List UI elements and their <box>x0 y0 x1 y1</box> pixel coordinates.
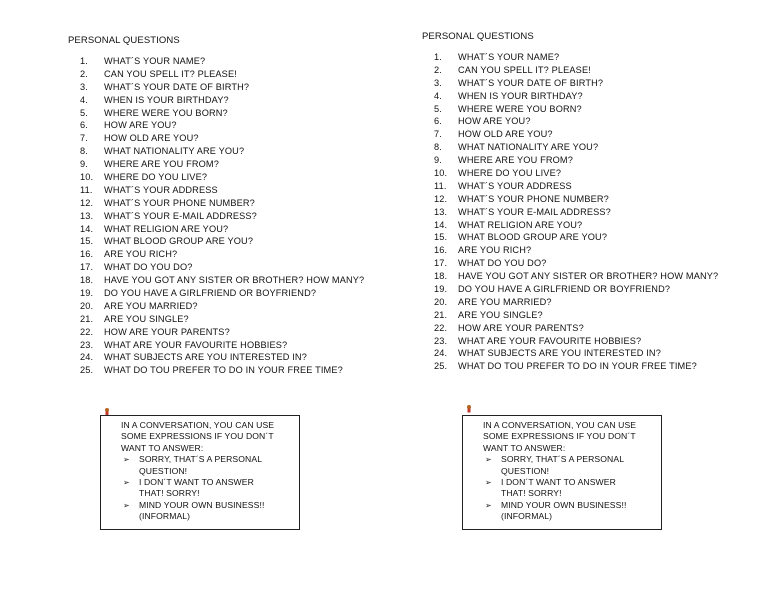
question-number: 24. <box>434 348 448 359</box>
question-number: 24. <box>80 352 94 363</box>
question-number: 7. <box>80 133 88 144</box>
question-number: 17. <box>80 262 94 273</box>
question-item <box>80 261 364 274</box>
expressions-list <box>121 454 293 522</box>
question-text: HOW ARE YOUR PARENTS? <box>104 326 230 337</box>
question-text: WHEN IS YOUR BIRTHDAY? <box>104 94 229 105</box>
question-text: HOW ARE YOU? <box>458 116 531 127</box>
question-item <box>80 119 364 132</box>
question-number: 23. <box>434 335 448 346</box>
question-text: WHAT´S YOUR ADDRESS <box>458 180 572 191</box>
question-number: 14. <box>80 223 94 234</box>
question-list <box>434 51 718 373</box>
question-text: WHAT NATIONALITY ARE YOU? <box>104 146 245 157</box>
question-number: 3. <box>80 81 88 92</box>
question-text: ARE YOU MARRIED? <box>104 300 198 311</box>
question-number: 15. <box>434 232 448 243</box>
question-text: WHAT´S YOUR PHONE NUMBER? <box>104 197 255 208</box>
question-list <box>80 55 364 377</box>
question-item <box>434 180 718 193</box>
question-text: HAVE YOU GOT ANY SISTER OR BROTHER? HOW MANY? <box>458 271 719 282</box>
question-number: 7. <box>434 129 442 140</box>
question-item <box>80 132 364 145</box>
question-number: 9. <box>434 155 442 166</box>
question-item <box>80 94 364 107</box>
question-number: 10. <box>434 168 448 179</box>
note-intro: IN A CONVERSATION, YOU CAN USE SOME EXPRESSIONS IF YOU DON´T WANT TO ANSWER: <box>483 420 637 453</box>
arrow-bullet-icon: ➢ <box>485 478 492 488</box>
question-number: 23. <box>80 339 94 350</box>
question-item <box>434 64 718 77</box>
question-item <box>434 360 718 373</box>
question-number: 13. <box>434 206 448 217</box>
question-item <box>434 347 718 360</box>
arrow-bullet-icon: ➢ <box>485 455 492 465</box>
question-item <box>434 283 718 296</box>
arrow-bullet-icon: ➢ <box>123 455 130 465</box>
question-item <box>434 51 718 64</box>
question-text: HOW ARE YOU? <box>104 120 177 131</box>
question-number: 19. <box>434 284 448 295</box>
question-number: 4. <box>80 94 88 105</box>
question-item <box>434 115 718 128</box>
question-number: 14. <box>434 219 448 230</box>
expression-text: SORRY, THAT´S A PERSONAL QUESTION! <box>139 454 262 476</box>
expression-text: MIND YOUR OWN BUSINESS!! (INFORMAL) <box>139 499 265 522</box>
question-text: WHAT DO YOU DO? <box>104 262 193 273</box>
question-number: 2. <box>434 64 442 75</box>
question-text: WHAT SUBJECTS ARE YOU INTERESTED IN? <box>104 352 307 363</box>
question-text: WHAT DO YOU DO? <box>458 258 547 269</box>
pin-icon <box>466 405 472 413</box>
question-item <box>80 313 364 326</box>
question-text: CAN YOU SPELL IT? PLEASE! <box>104 68 237 79</box>
question-item <box>434 77 718 90</box>
question-text: HOW OLD ARE YOU? <box>104 133 199 144</box>
question-text: WHAT´S YOUR DATE OF BIRTH? <box>104 81 250 92</box>
question-item <box>80 300 364 313</box>
question-item <box>80 326 364 339</box>
question-text: WHERE WERE YOU BORN? <box>104 107 228 118</box>
question-text: WHAT´S YOUR NAME? <box>458 52 560 62</box>
expression-item <box>483 454 655 477</box>
expressions-list <box>483 454 655 522</box>
question-number: 8. <box>434 142 442 153</box>
question-item <box>434 141 718 154</box>
question-item <box>434 257 718 270</box>
question-item <box>434 244 718 257</box>
question-number: 6. <box>434 116 442 127</box>
question-item <box>80 339 364 352</box>
question-number: 12. <box>434 193 448 204</box>
question-number: 11. <box>434 180 447 191</box>
question-item <box>80 171 364 184</box>
question-number: 22. <box>80 326 94 337</box>
question-number: 8. <box>80 146 88 157</box>
arrow-bullet-icon: ➢ <box>123 500 130 510</box>
worksheet-left <box>0 0 370 594</box>
question-number: 25. <box>80 365 94 376</box>
question-item <box>80 184 364 197</box>
worksheet-title: PERSONAL QUESTIONS <box>68 35 180 46</box>
question-text: WHAT RELIGION ARE YOU? <box>104 223 229 234</box>
expressions-note-box <box>100 415 300 530</box>
question-number: 18. <box>80 275 94 286</box>
question-number: 1. <box>80 56 88 66</box>
question-item <box>80 351 364 364</box>
question-number: 9. <box>80 159 88 170</box>
expression-text: I DON´T WANT TO ANSWER THAT! SORRY! <box>501 477 616 499</box>
question-text: WHEN IS YOUR BIRTHDAY? <box>458 90 583 101</box>
question-text: HOW ARE YOUR PARENTS? <box>458 322 584 333</box>
question-item <box>80 210 364 223</box>
question-text: WHAT DO TOU PREFER TO DO IN YOUR FREE TIME? <box>104 365 343 376</box>
question-text: WHAT´S YOUR NAME? <box>104 56 206 66</box>
question-item <box>80 145 364 158</box>
question-number: 3. <box>434 77 442 88</box>
expression-text: MIND YOUR OWN BUSINESS!! (INFORMAL) <box>501 499 627 522</box>
question-number: 11. <box>80 184 93 195</box>
question-item <box>434 90 718 103</box>
question-item <box>80 158 364 171</box>
question-text: WHAT ARE YOUR FAVOURITE HOBBIES? <box>458 335 642 346</box>
question-text: WHAT´S YOUR E-MAIL ADDRESS? <box>104 210 257 221</box>
question-item <box>80 223 364 236</box>
question-item <box>434 219 718 232</box>
arrow-bullet-icon: ➢ <box>485 500 492 510</box>
question-text: WHAT´S YOUR DATE OF BIRTH? <box>458 77 604 88</box>
question-item <box>434 193 718 206</box>
question-text: WHAT´S YOUR PHONE NUMBER? <box>458 193 609 204</box>
question-number: 2. <box>80 68 88 79</box>
question-item <box>80 81 364 94</box>
question-item <box>434 154 718 167</box>
question-text: DO YOU HAVE A GIRLFRIEND OR BOYFRIEND? <box>104 288 317 299</box>
question-text: ARE YOU SINGLE? <box>458 309 543 320</box>
question-text: WHAT´S YOUR ADDRESS <box>104 184 218 195</box>
question-number: 1. <box>434 52 442 62</box>
question-number: 25. <box>434 361 448 372</box>
question-item <box>80 55 364 68</box>
question-number: 4. <box>434 90 442 101</box>
question-number: 19. <box>80 288 94 299</box>
question-item <box>434 103 718 116</box>
question-item <box>80 364 364 377</box>
question-number: 21. <box>434 309 448 320</box>
question-number: 21. <box>80 313 94 324</box>
expression-text: SORRY, THAT´S A PERSONAL QUESTION! <box>501 454 624 476</box>
question-text: WHAT NATIONALITY ARE YOU? <box>458 142 599 153</box>
question-number: 20. <box>80 300 94 311</box>
question-number: 12. <box>80 197 94 208</box>
question-item <box>434 335 718 348</box>
worksheet-right <box>384 0 754 594</box>
question-text: WHERE DO YOU LIVE? <box>458 168 562 179</box>
question-item <box>434 128 718 141</box>
note-intro: IN A CONVERSATION, YOU CAN USE SOME EXPRESSIONS IF YOU DON´T WANT TO ANSWER: <box>121 420 275 453</box>
question-item <box>434 206 718 219</box>
question-number: 17. <box>434 258 448 269</box>
question-item <box>434 309 718 322</box>
question-number: 5. <box>434 103 442 114</box>
question-number: 15. <box>80 236 94 247</box>
question-item <box>80 287 364 300</box>
question-text: CAN YOU SPELL IT? PLEASE! <box>458 64 591 75</box>
question-text: WHAT DO TOU PREFER TO DO IN YOUR FREE TIME? <box>458 361 697 372</box>
question-item <box>434 167 718 180</box>
question-number: 5. <box>80 107 88 118</box>
question-text: WHERE ARE YOU FROM? <box>458 155 573 166</box>
question-number: 10. <box>80 172 94 183</box>
expression-item <box>121 454 293 477</box>
question-number: 18. <box>434 271 448 282</box>
question-number: 16. <box>434 245 448 256</box>
expressions-note-box <box>462 415 662 530</box>
question-text: HOW OLD ARE YOU? <box>458 129 553 140</box>
question-text: ARE YOU MARRIED? <box>458 296 552 307</box>
question-text: WHAT RELIGION ARE YOU? <box>458 219 583 230</box>
expression-item <box>121 477 293 500</box>
question-item <box>434 322 718 335</box>
question-number: 6. <box>80 120 88 131</box>
question-text: WHERE DO YOU LIVE? <box>104 172 208 183</box>
question-item <box>434 270 718 283</box>
question-item <box>80 107 364 120</box>
question-item <box>80 197 364 210</box>
expression-item <box>483 500 655 523</box>
question-number: 13. <box>80 210 94 221</box>
question-text: WHAT BLOOD GROUP ARE YOU? <box>104 236 254 247</box>
question-text: WHAT SUBJECTS ARE YOU INTERESTED IN? <box>458 348 661 359</box>
arrow-bullet-icon: ➢ <box>123 478 130 488</box>
question-item <box>80 68 364 81</box>
question-item <box>80 235 364 248</box>
question-number: 16. <box>80 249 94 260</box>
question-item <box>434 231 718 244</box>
question-text: WHERE ARE YOU FROM? <box>104 159 219 170</box>
question-text: HAVE YOU GOT ANY SISTER OR BROTHER? HOW MANY? <box>104 275 365 286</box>
question-text: ARE YOU SINGLE? <box>104 313 189 324</box>
question-text: WHAT BLOOD GROUP ARE YOU? <box>458 232 608 243</box>
question-text: ARE YOU RICH? <box>458 245 532 256</box>
question-item <box>80 274 364 287</box>
expression-item <box>121 500 293 523</box>
question-item <box>80 248 364 261</box>
question-number: 20. <box>434 296 448 307</box>
worksheet-title: PERSONAL QUESTIONS <box>422 31 534 42</box>
question-text: WHERE WERE YOU BORN? <box>458 103 582 114</box>
question-number: 22. <box>434 322 448 333</box>
question-text: DO YOU HAVE A GIRLFRIEND OR BOYFRIEND? <box>458 284 671 295</box>
question-text: WHAT ARE YOUR FAVOURITE HOBBIES? <box>104 339 288 350</box>
question-item <box>434 296 718 309</box>
question-text: ARE YOU RICH? <box>104 249 178 260</box>
expression-text: I DON´T WANT TO ANSWER THAT! SORRY! <box>139 477 254 499</box>
question-text: WHAT´S YOUR E-MAIL ADDRESS? <box>458 206 611 217</box>
expression-item <box>483 477 655 500</box>
